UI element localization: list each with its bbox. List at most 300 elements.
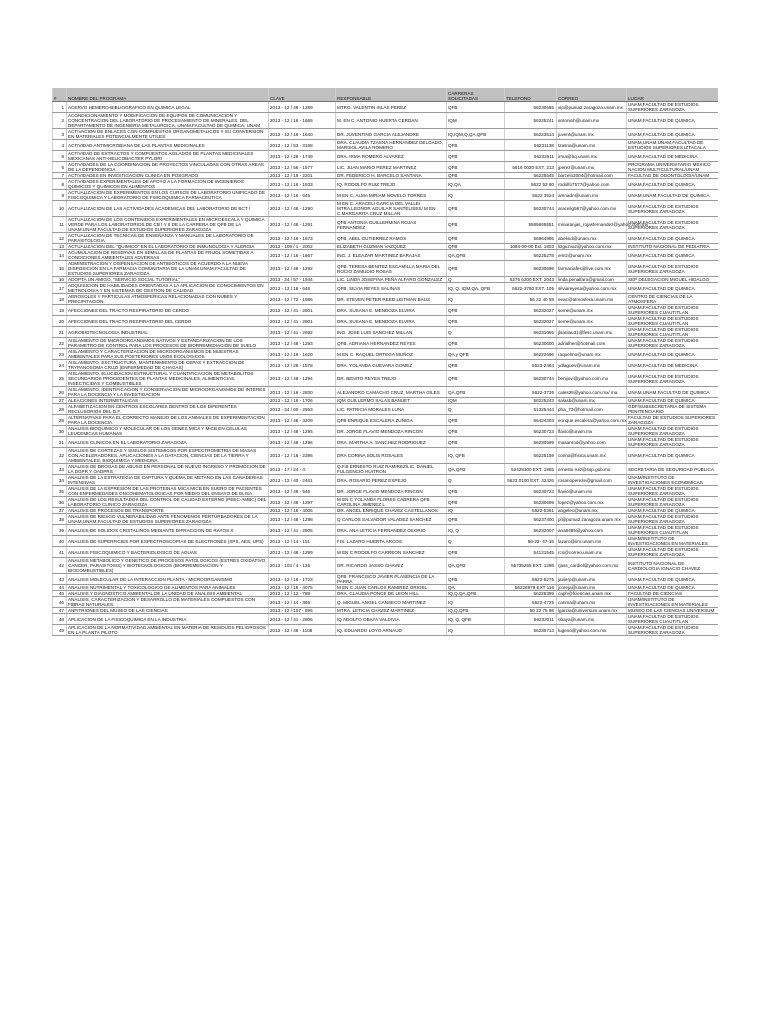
- header-row: [53, 88, 718, 102]
- careers-cell: QFB: [447, 201, 505, 217]
- phone-cell: 54121545: [505, 547, 557, 558]
- program-name-cell: ANALISIS FISICOQUIMICO Y BACTERIOLOGICO DE AGUAS: [67, 547, 269, 558]
- program-key-cell: 2013 - 12 / 14 - 365: [269, 597, 336, 608]
- email-cell: corina@fisica.unam.mx: [557, 448, 627, 464]
- email-cell: raquelmo@unam.mx: [557, 349, 627, 360]
- responsible-cell: DRA. SUSANA E. MENDOZA ELVIRA: [336, 316, 447, 327]
- email-cell: masanrod@yahoo.com: [557, 437, 627, 448]
- row-number-cell: 15: [53, 261, 67, 277]
- table-row: [53, 338, 718, 349]
- phone-cell: 56964995: [505, 233, 557, 244]
- careers-cell: IQ, Q: [447, 525, 505, 536]
- responsible-cell: DRA. CLAUDIA PONCE DE LEON HILL: [336, 591, 447, 597]
- email-cell: barcelo2004@hotmail.com: [557, 173, 627, 179]
- careers-cell: QA,QFB: [447, 387, 505, 398]
- table-row: [53, 404, 718, 415]
- responsible-cell: QFB. FRANCISCO JAVIER PLASENCIA DE LA PARRA: [336, 574, 447, 585]
- careers-cell: QFB: [447, 547, 505, 558]
- responsible-cell: DR. JUVENTINO GARCIA ALEJANDRE: [336, 129, 447, 140]
- responsible-cell: ALEJANDRO CAMACHO CRUZ, MARTHA GILES: [336, 387, 447, 398]
- program-name-cell: ANALISIS MOLECULAR DE LA INTERACCION PLANTA - MICROORGANISMO: [67, 574, 269, 585]
- careers-cell: QA,QFB: [447, 558, 505, 574]
- table-row: [53, 448, 718, 464]
- phone-cell: 56225243: [505, 398, 557, 404]
- programs-table: [52, 88, 718, 636]
- program-key-cell: 2013 - 12 / 48 - 1289: [269, 102, 336, 113]
- phone-cell: 55735255 EXT. 1298: [505, 558, 557, 574]
- program-name-cell: AFECCIONES DEL TRACTO RESPIRATORIO DEL CERDO: [67, 316, 269, 327]
- responsible-cell: DR. FEDERICO H. BARCELO SANTANA: [336, 173, 447, 179]
- email-cell: pl@puma2.zaragoza.unam.mx: [557, 514, 627, 525]
- row-number-cell: 26: [53, 387, 67, 398]
- careers-cell: QFB: [447, 162, 505, 173]
- place-cell: SEP DELEGACION MIGUEL HIDALGO: [627, 277, 718, 283]
- careers-cell: QFB: [447, 261, 505, 277]
- table-row: [53, 525, 718, 536]
- phone-cell: 56223514: [505, 129, 557, 140]
- email-cell: caph@fciencias.unam.mx: [557, 591, 627, 597]
- careers-cell: IQ,IQM,Q,QA,QFB: [447, 129, 505, 140]
- careers-cell: QA: [447, 585, 505, 591]
- table-body: [53, 102, 718, 636]
- responsible-cell: IQ. RODOLFO RUIZ TREJO: [336, 179, 447, 190]
- email-cell: aracelig567@yahoo.com.mx: [557, 201, 627, 217]
- responsible-cell: M.EN C. RAQUEL ORTEGA MUÑOZ: [336, 349, 447, 360]
- phone-cell: 1084-09-00 Ext. 1803: [505, 244, 557, 250]
- careers-cell: IQ,Q,QFB: [447, 608, 505, 614]
- program-name-cell: ANALISIS DE LA ESTRATEGIA DE CAPTURA Y QUEMA DE METANO EN LAS GANADERIAS INTENSIVAS: [67, 475, 269, 486]
- table-row: [53, 426, 718, 437]
- email-cell: ana6485@yahoo.com: [557, 525, 627, 536]
- responsible-cell: QFB. TERESA BENITEZ ESCAMILLA MARIA DEL ROCIO ZAMUDIO ROSAS: [336, 261, 447, 277]
- phone-cell: 56230744: [505, 201, 557, 217]
- program-name-cell: ANALISIS NUTRIMENTAL Y TOXICOLOGICO DE ALIMENTOS PARA ANIMALES: [67, 585, 269, 591]
- careers-cell: IQ, Q, QFB: [447, 614, 505, 625]
- program-key-cell: 2013 - 12 / 16 - 1706: [269, 398, 336, 404]
- program-key-cell: 2013 - 12 / 41 - 2806: [269, 614, 336, 625]
- header-cell-program: NOMBRE DEL PROGRAMA: [67, 88, 269, 102]
- place-cell: UNAM,FACULTAD DE QUIMICA: [627, 129, 718, 140]
- careers-cell: IQ: [447, 625, 505, 636]
- table-row: [53, 387, 718, 398]
- program-key-cell: 2013 - 12 / 19 - 2201: [269, 173, 336, 179]
- phone-cell: 56225241: [505, 113, 557, 129]
- careers-cell: QFB: [447, 426, 505, 437]
- place-cell: UNAM,FACULTAD DE QUIMICA: [627, 113, 718, 129]
- row-number-cell: 29: [53, 415, 67, 426]
- header-cell-number: #: [53, 88, 67, 102]
- responsible-cell: DR. BENITO REYES TREJO: [336, 371, 447, 387]
- program-name-cell: ANALISIS DE DROGAS DE ABUSO EN PERSONAL DE NUEVO INGRESO Y PROMOCION DE LA DGPR Y OADPRS: [67, 464, 269, 475]
- place-cell: UNAM,FACULTAD DE ESTUDIOS SUPERIORES ZARAGOZA: [627, 426, 718, 437]
- email-cell: rjass_cardiol@yahoo.com.mx: [557, 558, 627, 574]
- careers-cell: QFB: [447, 140, 505, 151]
- program-key-cell: 2013 - 34 / 57 - 1944: [269, 277, 336, 283]
- careers-cell: QFB: [447, 415, 505, 426]
- place-cell: UNAM,FACULTAD DE QUIMICA: [627, 574, 718, 585]
- place-cell: UNAM,FACULTAD DE QUIMICA: [627, 398, 718, 404]
- table-row: [53, 349, 718, 360]
- row-number-cell: 16: [53, 277, 67, 283]
- table-row: [53, 514, 718, 525]
- careers-cell: QFB: [447, 338, 505, 349]
- program-name-cell: ACTIVIDADES DE LA COORDINACION DE PROYECTOS VINCULADAS CON OTRAS AREAS DE LA DEPENDENCIA: [67, 162, 269, 173]
- program-name-cell: ACTIVIDAD ANTIMICROBIANA DE LAS PLANTAS MEDICINALES: [67, 140, 269, 151]
- phone-cell: 56232511: [505, 151, 557, 162]
- place-cell: UNAM,FACULTAD DE ESTUDIOS SUPERIORES ZARAGOZA: [627, 201, 718, 217]
- program-name-cell: ACTUALIZACION DEL "QUIMICO" EN EL LABORATORIO DE INMUNOLOGIA Y ALERGIA: [67, 244, 269, 250]
- careers-cell: IQ: [447, 508, 505, 514]
- row-number-cell: 37: [53, 508, 67, 514]
- responsible-cell: QFB ANTONIA GUILLERMINA ROJAS FERNANDEZ: [336, 217, 447, 233]
- program-name-cell: ACUMULACION DE RESERVAS EN SEMILLAS DE PLANTAS DE FRIJOL SOMETIDAS A CONDICIONES AMBIENTALES ADVERSAS: [67, 250, 269, 261]
- row-number-cell: 45: [53, 591, 67, 597]
- program-name-cell: ACTIVIDADES EXPERIMENTALES DE APOYO A LA FORMACION DE INGENIEROS QUIMICOS Y QUIMICOS EN ALIMENTOS: [67, 179, 269, 190]
- email-cell: juvent@unam.mx: [557, 129, 627, 140]
- table-row: [53, 261, 718, 277]
- careers-cell: Q: [447, 327, 505, 338]
- program-key-cell: 2013 - 12 / 16 - 4005: [269, 508, 336, 514]
- row-number-cell: 40: [53, 536, 67, 547]
- responsible-cell: DRA. IRMA ROMERO ALVAREZ: [336, 151, 447, 162]
- responsible-cell: DRA. ROSARIO PEREZ ESPEJO: [336, 475, 447, 486]
- spreadsheet: [52, 88, 717, 636]
- email-cell: vip@puma2.zaragoza.unam.mx: [557, 102, 627, 113]
- careers-cell: QFB: [447, 360, 505, 371]
- program-key-cell: 2013 - 12 / 48 - 1298: [269, 514, 336, 525]
- responsible-cell: Q. MIGUEL ANGEL CANSECO MARTINEZ: [336, 597, 447, 608]
- phone-cell: 56237400: [505, 514, 557, 525]
- place-cell: UNAM,FACULTAD DE ESTUDIOS SUPERIORES CUAUTITLAN: [627, 614, 718, 625]
- row-number-cell: 4: [53, 140, 67, 151]
- responsible-cell: QFB. SILVIA REYES SALINAS: [336, 283, 447, 294]
- place-cell: SECRETARIA DE SEGURIDAD PUBLICA: [627, 464, 718, 475]
- responsible-cell: MTRO. VALENTIN ISLAS PEREZ: [336, 102, 447, 113]
- program-key-cell: 2013 - 12 / 16 - 1665: [269, 113, 336, 129]
- phone-cell: 56232011: [505, 614, 557, 625]
- place-cell: UNAM,FACULTAD DE ESTUDIOS SUPERIORES CUAUTITLAN: [627, 327, 718, 338]
- email-cell: silviareyesa@yahoo.com.mx: [557, 283, 627, 294]
- phone-cell: 56230599: [505, 437, 557, 448]
- phone-cell: 5623.0100 EXT. 42426: [505, 475, 557, 486]
- email-cell: benijovi@yahoo.com.mx: [557, 371, 627, 387]
- email-cell: antonioh@unam.mx: [557, 113, 627, 129]
- program-key-cell: 2013 - 12 / 72 - 1986: [269, 294, 336, 305]
- place-cell: UNAM,FACULTAD DE ESTUDIOS SUPERIORES ZARAGOZA: [627, 371, 718, 387]
- row-number-cell: 1: [53, 102, 67, 113]
- phone-cell: 5622-5361: [505, 508, 557, 514]
- row-number-cell: 3: [53, 129, 67, 140]
- responsible-cell: ING. J. ELEAZAR MARTINEZ BARAJAS: [336, 250, 447, 261]
- email-cell: flavio@unam.mx: [557, 486, 627, 497]
- careers-cell: QFB: [447, 437, 505, 448]
- place-cell: UNAM,UNAM,FACULTAD DE QUIMICA: [627, 190, 718, 201]
- program-key-cell: 2013 - 12 / 28 - 1749: [269, 151, 336, 162]
- responsible-cell: M EN C RODOLFO CARREON SANCHEZ: [336, 547, 447, 558]
- place-cell: UNAM,UNAM,UNAM,FACULTAD DE ESTUDIOS SUPERIORES IZTACALA: [627, 140, 718, 151]
- program-name-cell: ALEACIONES INTERMETALICAS: [67, 398, 269, 404]
- program-key-cell: 2013 - 109 / 1 - 2002: [269, 244, 336, 250]
- program-key-cell: 2013 - 12 / 48 - 1297: [269, 497, 336, 508]
- table-row: [53, 151, 718, 162]
- responsible-cell: LIC. LINDA JOSEFINA PEÑA ALFARO GONZALEZ: [336, 277, 447, 283]
- row-number-cell: 7: [53, 173, 67, 179]
- table-row: [53, 625, 718, 636]
- row-number-cell: 39: [53, 525, 67, 536]
- program-name-cell: AISLAMIENTO DE MICROORGANISMOS NATIVOS Y ESTANDARIZACION DE LOS PARAMETRO DE CONTROL PARA LOS PROCESOS DE BIORREMEDIACION DE SUELO: [67, 338, 269, 349]
- phone-cell: 5622 3524: [505, 190, 557, 201]
- phone-cell: 52428100 EXT. 1865: [505, 464, 557, 475]
- careers-cell: IQ, QFB: [447, 448, 505, 464]
- email-cell: enrique.escalera@yahoo.com.mx: [557, 415, 627, 426]
- responsible-cell: DRA. ANA LETICIA FERNANDEZ OSORIO: [336, 525, 447, 536]
- program-key-cell: 2013 - 12 / 53 - 3168: [269, 140, 336, 151]
- row-number-cell: 43: [53, 574, 67, 585]
- table-row: [53, 316, 718, 327]
- careers-cell: IQ: [447, 294, 505, 305]
- row-number-cell: 42: [53, 558, 67, 574]
- responsible-cell: DR. RICARDO JASSO CHAVEZ: [336, 558, 447, 574]
- program-name-cell: ACTIVACION DE ENLACES CON COMPUESTOS ORGANOMETALICOS Y SU CONVERSION EN MATERIALES POTENCIALMENTE UTILES.: [67, 129, 269, 140]
- table-row: [53, 129, 718, 140]
- place-cell: UNAM,UNAM,FACULTAD DE QUIMICA: [627, 387, 718, 398]
- place-cell: UNAM,FACULTAD DE ESTUDIOS SUPERIORES ZARAGOZA: [627, 497, 718, 508]
- responsible-cell: DR. JORGE FLAVIO MENDOZA RINCON: [336, 486, 447, 497]
- table-row: [53, 113, 718, 129]
- responsible-cell: LIC. PATRICIA MORALES LUNA: [336, 404, 447, 415]
- careers-cell: IQ, Q, IQM,QA, QFB: [447, 283, 505, 294]
- row-number-cell: 28: [53, 404, 67, 415]
- table-row: [53, 547, 718, 558]
- place-cell: INSTITUTO NACIONAL DE PEDIATRIA: [627, 244, 718, 250]
- table-row: [53, 608, 718, 614]
- place-cell: UNAM,FACULTAD DE ESTUDIOS SUPERIORES ZARAGOZA: [627, 261, 718, 277]
- phone-cell: 5616 0020 EXT. 213: [505, 162, 557, 173]
- program-name-cell: AISLAMIENTO Y CARACTERIZACION DE MICROORGANISMOS DE MUESTRAS AMBIENTALES PARA SUS POSTERIORES USOS ECOLOGICOS: [67, 349, 269, 360]
- place-cell: FACULTAD DE CIENCIAS: [627, 591, 718, 597]
- row-number-cell: 47: [53, 608, 67, 614]
- program-name-cell: ANALISIS Y DIAGNOSTICO AMBIENTAL DE LA UNIDAD DE ANALISIS AMBIENTAL: [67, 591, 269, 597]
- careers-cell: QFB: [447, 486, 505, 497]
- phone-cell: 56232027: [505, 305, 557, 316]
- program-key-cell: 2013 - 12 / 12 - 788: [269, 591, 336, 597]
- place-cell: CENTRO DE CIENCIAS DE LA ATMOSFERA: [627, 294, 718, 305]
- responsible-cell: DRA. SUSANA E. MENDOZA ELVIRA: [336, 305, 447, 316]
- row-number-cell: 18: [53, 294, 67, 305]
- program-name-cell: ANALISIS, CARACTERIZACION Y DESARROLLO DE MATERIALES COMPUESTOS CON FIBRAS NATURALES.: [67, 597, 269, 608]
- careers-cell: QFB: [447, 316, 505, 327]
- program-name-cell: ACTUALIZACION DE EXPERIMENTOS EN LOS CURSOS DE LABORATORIO UNIFICADO DE FISICOQUIMICA Y LABORATORIO DE FISICOQUIMICA FARMACEUTICA: [67, 190, 269, 201]
- responsible-cell: DR. STEVEN PETER REED LEITMAN BAUS: [336, 294, 447, 305]
- email-cell: lazaro@iim.unam.mx: [557, 536, 627, 547]
- program-key-cell: 2013 - 12 / 48 - 3209: [269, 415, 336, 426]
- program-key-cell: 2013 - 12 / 41 - 2801: [269, 316, 336, 327]
- program-key-cell: 2013 - 12 / 48 - 546: [269, 486, 336, 497]
- header-cell-phone: TELEFONO: [505, 88, 557, 102]
- program-name-cell: AISLAMIENTO, IDENTIFICACION Y CONSERVACION DE MICROORGANISMOS DE INTERES PARA LA DOCENCIA Y LA INVESTIGACION: [67, 387, 269, 398]
- table-row: [53, 283, 718, 294]
- phone-cell: 56231055: [505, 327, 557, 338]
- place-cell: MUSEO DE LAS CIENCIAS UNIVERSUM: [627, 608, 718, 614]
- program-key-cell: 2013 - 34 / 60 - 2553: [269, 404, 336, 415]
- place-cell: UNAM,FACULTAD DE QUIMICA: [627, 233, 718, 244]
- row-number-cell: 44: [53, 585, 67, 591]
- phone-cell: 56230723: [505, 426, 557, 437]
- phone-cell: 56230699: [505, 497, 557, 508]
- program-name-cell: ACTUALIZACION DE TECNICAS DE ENSEÑANZA Y MANUALES DE LABORATORIO DE PARASITOLOGIA: [67, 233, 269, 244]
- place-cell: UNAM,FACULTAD DE QUIMICA: [627, 250, 718, 261]
- row-number-cell: 38: [53, 514, 67, 525]
- careers-cell: QFB: [447, 244, 505, 250]
- program-key-cell: 2013 - 12 / 16 - 1633: [269, 179, 336, 190]
- email-cell: lopez@yahoo.com.mx: [557, 497, 627, 508]
- phone-cell: 5585665551: [505, 217, 557, 233]
- header-cell-key: CLAVE: [269, 88, 336, 102]
- place-cell: INSTITUTO NACIONAL DE CARDIOLOGIA IGNACIO CHAVEZ: [627, 558, 718, 574]
- program-key-cell: 2013 - 12 / 28 - 1578: [269, 360, 336, 371]
- responsible-cell: M EN C JUAN CARLOS RAMIREZ ORIGEL: [336, 585, 447, 591]
- place-cell: UNAM,FACULTAD DE MEDICINA: [627, 360, 718, 371]
- header-cell-place: LUGAR: [627, 88, 718, 102]
- place-cell: UNAM,FACULTAD DE ESTUDIOS SUPERIORES ZARAGOZA: [627, 514, 718, 525]
- row-number-cell: 11: [53, 217, 67, 233]
- careers-cell: IQ: [447, 597, 505, 608]
- table-row: [53, 614, 718, 625]
- row-number-cell: 8: [53, 179, 67, 190]
- place-cell: UNAM,FACULTAD DE ESTUDIOS SUPERIORES ZARAGOZA: [627, 486, 718, 497]
- phone-cell: 56 22 75 98: [505, 608, 557, 614]
- email-cell: tzasna@unam.mx: [557, 140, 627, 151]
- responsible-cell: DR. ANGEL ENRIQUE CHAVEZ CASTELLANOS: [336, 508, 447, 514]
- place-cell: UNAM/INSTITUTO DE INVESTIGACIONES EN MATERIALES: [627, 597, 718, 608]
- place-cell: FACULTAD DE ODONTOLOGIA/UNAM: [627, 173, 718, 179]
- row-number-cell: 25: [53, 371, 67, 387]
- program-name-cell: ANALISIS METABOLICO Y GENETICO DE PROCESOS PATOLOGICOS (ESTRES OXIDATIVO, CANCER, PARASITOSIS) Y BIOTECNOLOGICOS (BIORREMEDIACION Y BIOCOMBUSTIBLES): [68, 558, 267, 573]
- place-cell: UNAM/INSTITUTO DE INVESTIGACIONES EN MATERIALES: [627, 536, 718, 547]
- responsible-cell: M. EN C. ANTONIO HUERTA CERDAN: [336, 113, 447, 129]
- phone-cell: 5623-2464: [505, 360, 557, 371]
- responsible-cell: IQ. EDUARDO LOYO ARNAUD: [336, 625, 447, 636]
- careers-cell: Q: [447, 404, 505, 415]
- table-row: [53, 102, 718, 113]
- program-name-cell: ACTUALIZACION DE LAS ACTIVIDADES ACADEMICAS DEL LABORATORIO DE BCT I: [67, 201, 269, 217]
- row-number-cell: 5: [53, 151, 67, 162]
- careers-cell: QFB: [447, 173, 505, 179]
- email-cell: obaya@unam.mx: [557, 614, 627, 625]
- program-key-cell: 2013 - 12 / 48 - 1292: [269, 261, 336, 277]
- phone-cell: 56225399: [505, 591, 557, 597]
- program-key-cell: 2013 - 12 / 16 - 646: [269, 283, 336, 294]
- program-name-cell: ANALISIS BIOQUIMICO Y MOLECULAR DE LOS GENES MICA Y MICB EN CELULAS LEUCEMICAS HUMANAS: [67, 426, 269, 437]
- email-cell: cales25@yahoo.com.mx/ ma: [557, 387, 627, 398]
- place-cell: GDF/SUBSECRETARIA DE SISTEMA PENITENCIARIO: [627, 404, 718, 415]
- table-row: [53, 574, 718, 585]
- email-cell: eeac@atmosfera.unam.mx: [557, 294, 627, 305]
- careers-cell: Q: [447, 536, 505, 547]
- row-number-cell: 46: [53, 597, 67, 608]
- row-number-cell: 9: [53, 190, 67, 201]
- email-cell: rodolfo7577@yahoo.com: [557, 179, 627, 190]
- responsible-cell: IQM GUILLERMO SALAS BANUET: [336, 398, 447, 404]
- careers-cell: Q: [447, 475, 505, 486]
- responsible-cell: Q.F.B ERNESTO RUIZ RAMIREZ/LIC. DANIEL FULGENCIO HUITRON: [336, 464, 447, 475]
- program-name-cell: ANALISIS DE SOLIDOS CRISTALINOS MEDIANTE DIFRACCION DE RAYOS X: [67, 525, 269, 536]
- table-row: [53, 179, 718, 190]
- email-cell: seme@unam.mx: [557, 305, 627, 316]
- program-key-cell: 2013 - 12 / 16 - 1723: [269, 574, 336, 585]
- phone-cell: 5276 6200 EXT. 2043: [505, 277, 557, 283]
- row-number-cell: 48: [53, 614, 67, 625]
- program-name-cell: ANFITRIONES DEL MUSEO DE LAS CIENCIAS: [67, 608, 269, 614]
- phone-cell: 56232007: [505, 525, 557, 536]
- program-key-cell: 2013 - 12 / 16 - 1673: [269, 233, 336, 244]
- email-cell: emtz@unam.mx: [557, 250, 627, 261]
- row-number-cell: 2: [53, 113, 67, 129]
- program-name-cell: AFECCIONES DEL TRACTO RESPIRATORIO DE CERDO: [67, 305, 269, 316]
- place-cell: UNAM,FACULTAD DE QUIMICA: [627, 179, 718, 190]
- phone-cell: 56232027: [505, 316, 557, 327]
- careers-cell: QA,QFB: [447, 464, 505, 475]
- careers-cell: QFB: [447, 371, 505, 387]
- program-key-cell: 2013 - 12 / 16 - 1667: [269, 250, 336, 261]
- table-row: [53, 190, 718, 201]
- responsible-cell: QFB, ABEL GUTIERREZ RAMOS: [336, 233, 447, 244]
- responsible-cell: QFB ENRIQUE ESCALERA ZUÑIGA: [336, 415, 447, 426]
- table-row: [53, 475, 718, 486]
- table-row: [53, 597, 718, 608]
- phone-cell: 56231138: [505, 140, 557, 151]
- phone-cell: 56225278: [505, 250, 557, 261]
- program-key-cell: 2013 - 12 / 48 - 1293: [269, 338, 336, 349]
- email-cell: lugeno@yahoo.com.mx: [557, 625, 627, 636]
- row-number-cell: 24: [53, 360, 67, 371]
- email-cell: lgarcia@universum.unam.mx: [557, 608, 627, 614]
- phone-cell: 56225545: [505, 173, 557, 179]
- row-number-cell: 14: [53, 250, 67, 261]
- careers-cell: QA y QFB: [447, 349, 505, 360]
- program-key-cell: 2013 - 17 / 24 - 4: [269, 464, 336, 475]
- program-name-cell: ANALISIS DE SUPERFICIES POR ESPECTROSCOPIAS DE ELECTRONES (XPS, AES, UPS): [67, 536, 269, 547]
- email-cell: flavio@unam.mx: [557, 426, 627, 437]
- email-cell: jcoreja@unam.mx: [557, 585, 627, 591]
- program-name-cell: ANALISIS DE PROCESOS DE TRANSPORTE: [67, 508, 269, 514]
- row-number-cell: 36: [53, 497, 67, 508]
- responsible-cell: FIS. LAZARO HUERTA ARCOS: [336, 536, 447, 547]
- program-key-cell: 2013 - 12 / 48 - 1299: [269, 547, 336, 558]
- row-number-cell: 13: [53, 244, 67, 250]
- careers-cell: IQM: [447, 113, 505, 129]
- responsible-cell: DRA. YOLANDA GUEVARA GOMEZ: [336, 360, 447, 371]
- program-key-cell: 2013 - 12 / 16 - 1640: [269, 129, 336, 140]
- program-key-cell: 2013 - 12 / 48 - 1295: [269, 426, 336, 437]
- row-number-cell: 49: [53, 625, 67, 636]
- table-row: [53, 437, 718, 448]
- responsible-cell: MTRA. LETICIA CHAVEZ MARTINEZ: [336, 608, 447, 614]
- email-cell: pha_73@hotmail.com: [557, 404, 627, 415]
- program-name-cell: ACTIVIDADES EN INVESTIGACION CLINICA EN POSGRADO: [67, 173, 269, 179]
- responsible-cell: M EN C YOLANDA FLORES CABRERA QFB CAROLINA JIMENEZ L: [336, 497, 447, 508]
- program-name-cell: AEROSOLES Y PARTICULAS ATMOSFERICAS RELACIONADAS CON NUBES Y PRECIPITACION.: [67, 294, 269, 305]
- phone-cell: 56-22- 47-15: [505, 536, 557, 547]
- email-cell: ernesto.ruiz@ssp.gob.mx: [557, 464, 627, 475]
- row-number-cell: 10: [53, 201, 67, 217]
- responsible-cell: DR. JORGE FLAVIO MENDOZA RINCON: [336, 426, 447, 437]
- table-row: [53, 294, 718, 305]
- place-cell: UNAM,FACULTAD DE ESTUDIOS SUPERIORES CUAUTITLAN: [627, 525, 718, 536]
- header-cell-careers: CARRERAS SOLICITADAS: [447, 88, 505, 102]
- phone-cell: 56424303: [505, 415, 557, 426]
- program-key-cell: 2013 - 12 / 40 - 2461: [269, 475, 336, 486]
